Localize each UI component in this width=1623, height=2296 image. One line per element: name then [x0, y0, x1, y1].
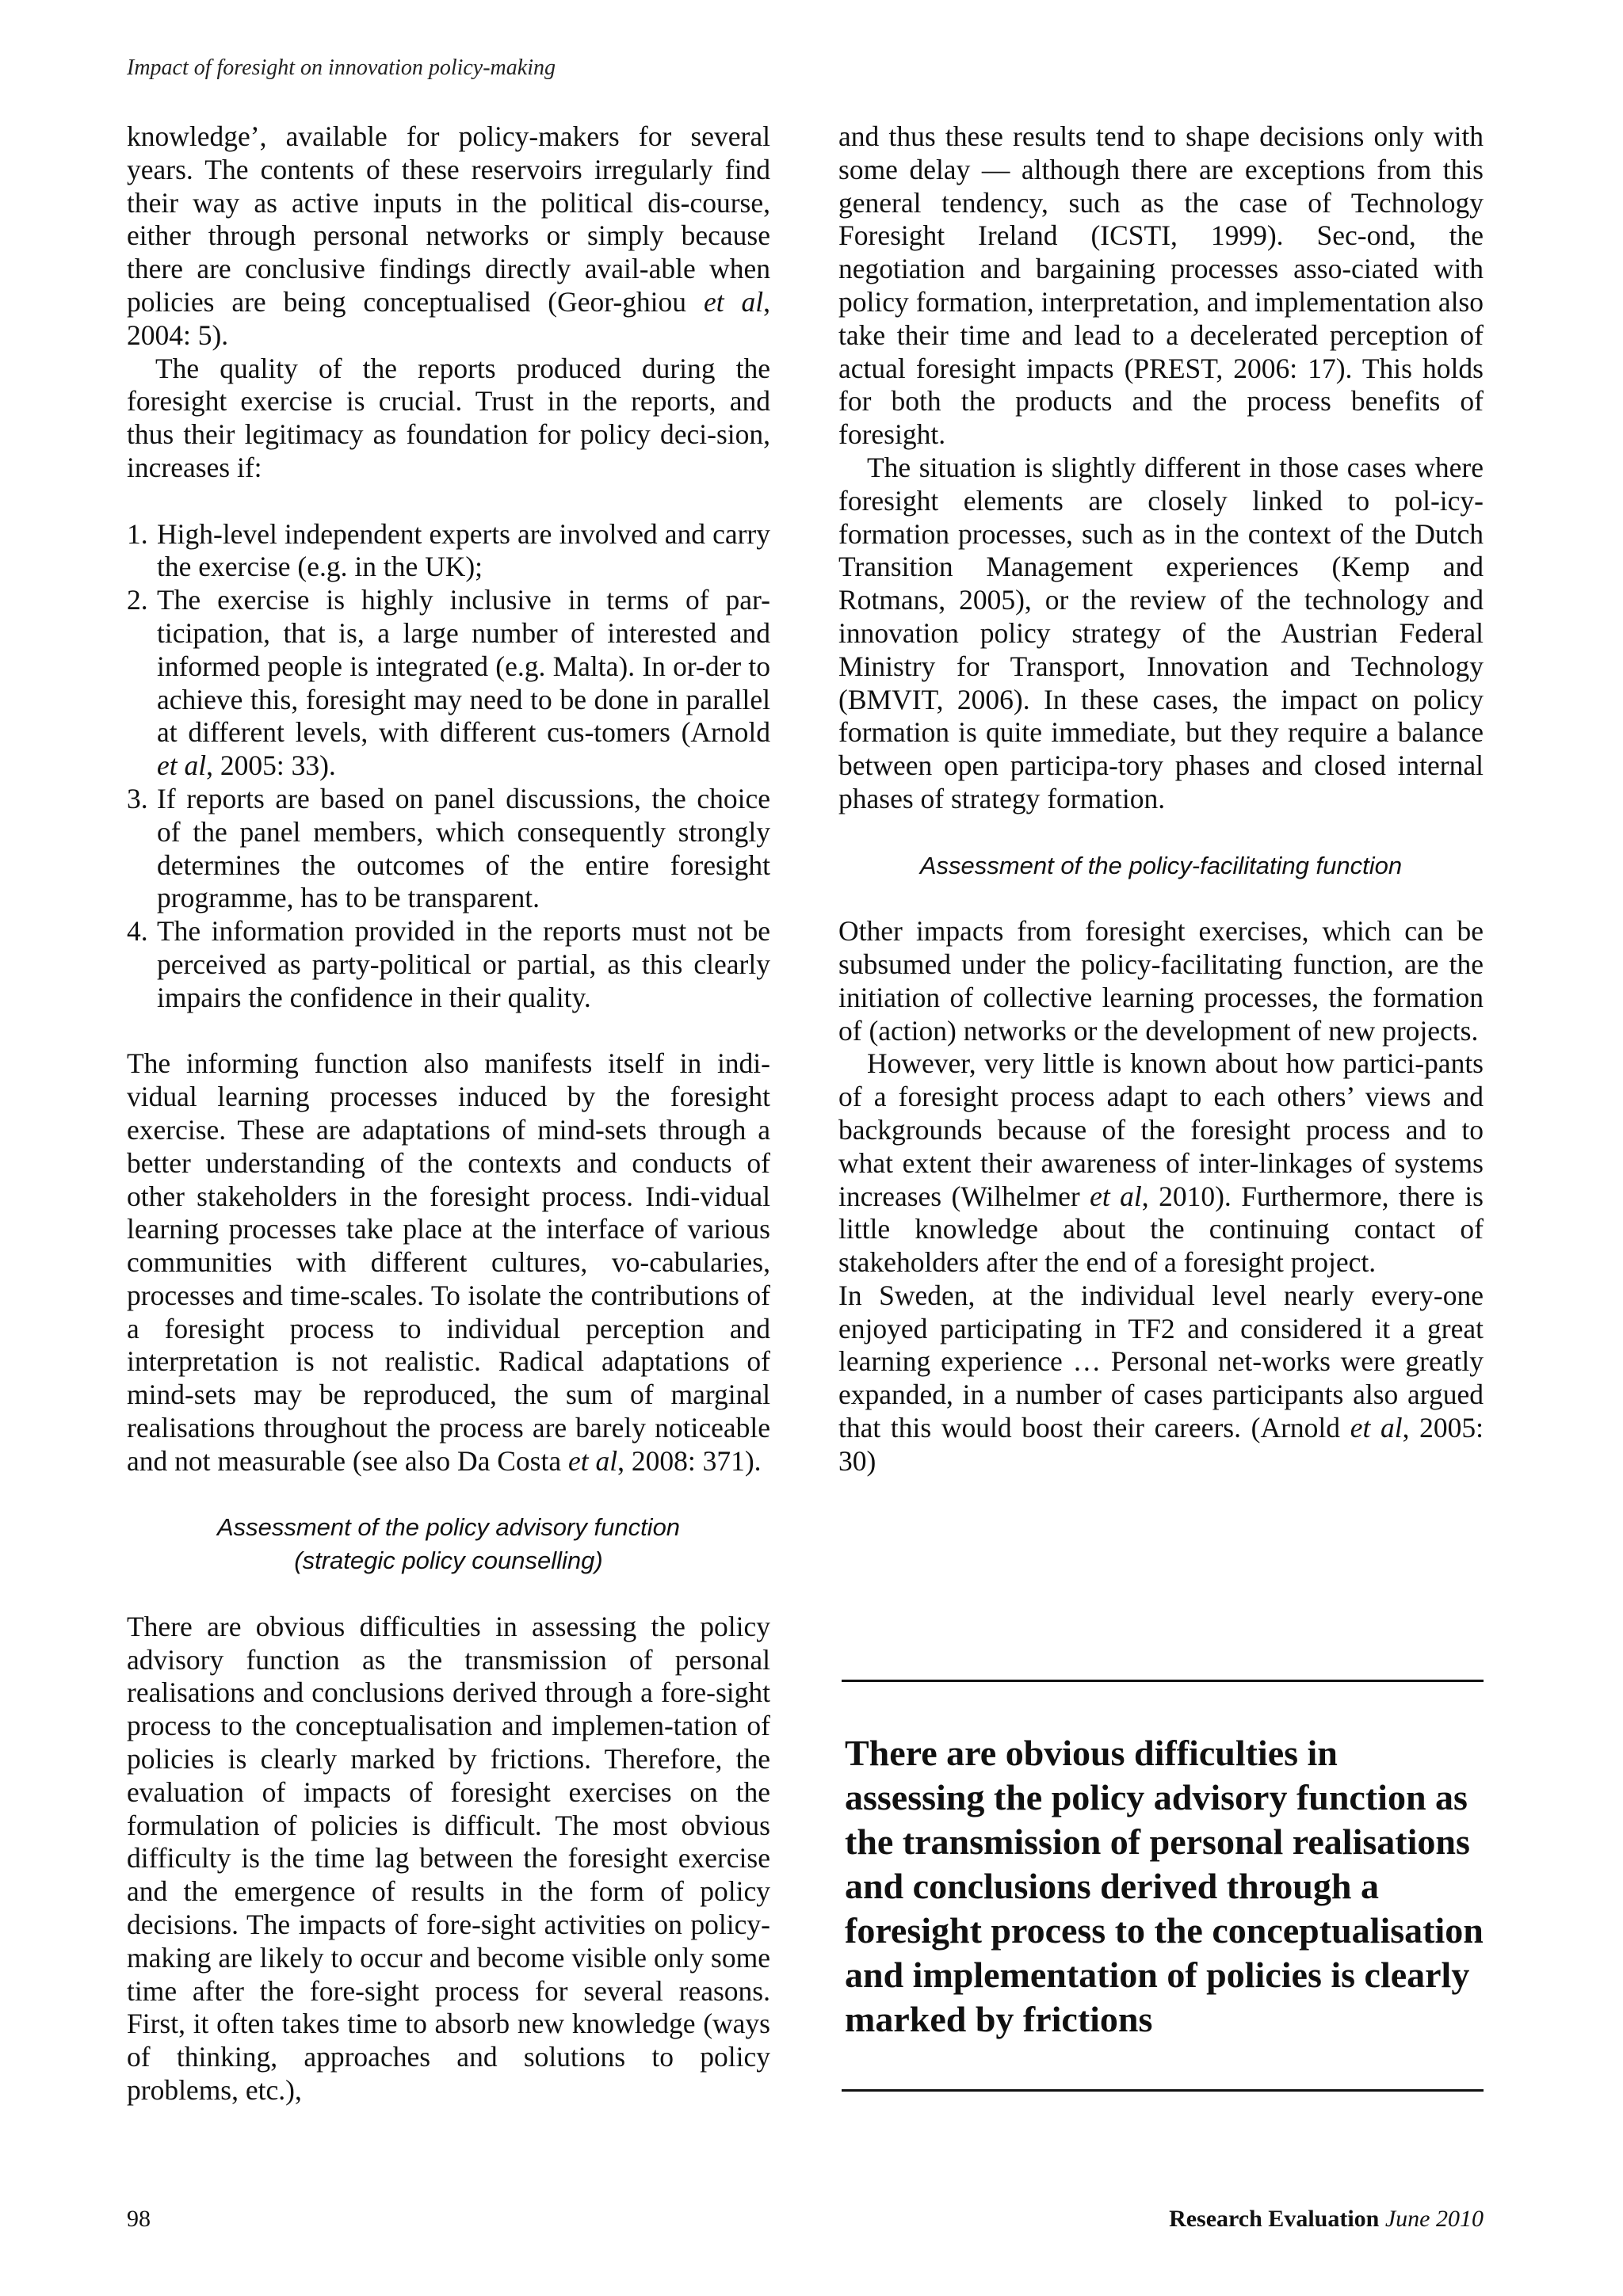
right-column	[838, 120, 1484, 1478]
paragraph: Other impacts from foresight exercises, which can be subsumed under the policy-facilitating function, are the initiation of collective learning processes, the formation of (action) networks or the development of new projects.	[838, 915, 1484, 1047]
list-item: 1. High-level independent experts are involved and carry the exercise (e.g. in the UK);	[127, 517, 770, 583]
left-column	[127, 120, 770, 2107]
pull-quote	[842, 1680, 1484, 2092]
section-subheading: Assessment of the policy advisory function (strategic policy counselling)	[216, 1513, 681, 1575]
paragraph: There are obvious difficulties in assessing the policy advisory function as the transmission of personal realisations and conclusions derived through a fore-sight process to the conceptualisation and implemen-tation of policies is clearly marked by frictions. Therefore, the evaluation of impacts of foresight exercises on the formulation of policies is difficult. The most obvious difficulty is the time lag between the foresight exercise and the emergence of results in the form of policy decisions. The impacts of fore-sight activities on policy-making are likely to occur and become visible only some time after the fore-sight process for several reasons. First, it often takes time to absorb new knowledge (ways of thinking, approaches and solutions to policy problems, etc.),	[127, 1610, 770, 2107]
paragraph: The situation is slightly different in those cases where foresight elements are closely linked to pol-icy-formation processes, such as in the context of the Dutch Transition Management experiences (Kemp and Rotmans, 2005), or the review of the technology and innovation policy strategy of the Austrian Federal Ministry for Transport, Innovation and Technology (BMVIT, 2006). In these cases, the impact on policy formation is quite immediate, but they require a balance between open participa-tory phases and closed internal phases of strategy formation.	[838, 451, 1484, 814]
list-item: 4. The information provided in the reports must not be perceived as party-political or partial, as this clearly impairs the confidence in their quality.	[127, 915, 770, 1013]
pull-quote-text: There are obvious difficulties in assessing the policy advisory function as the transmission of personal realisations and conclusions derived through a foresight process to the conceptualisation and implementation of policies is clearly marked by frictions	[845, 1733, 1484, 2039]
paragraph: However, very little is known about how partici-pants of a foresight process adapt to each others’ views and backgrounds because of the foresight process and to what extent their awareness of inter-linkages of systems increases (Wilhelmer et al, 2010). Furthermore, there is little knowledge about the continuing contact of stakeholders after the end of a foresight project.	[838, 1047, 1484, 1279]
block-quote: In Sweden, at the individual level nearly every-one enjoyed participating in TF2 and considered it a great learning experience … Personal net-works were greatly expanded, in a number of cases participants also argued that this would boost their careers. (Arnold et al, 2005: 30)	[838, 1279, 1484, 1477]
paragraph: The quality of the reports produced during the foresight exercise is crucial. Trust in the reports, and thus their legitimacy as foundation for policy deci-sion, increases if:	[127, 352, 770, 483]
running-head: Impact of foresight on innovation policy-making	[127, 55, 556, 80]
list-item: 2. The exercise is highly inclusive in terms of par-ticipation, that is, a large number of interested and informed people is integrated (e.g. Malta). In or-der to achieve this, foresight may need to be done in parallel at different levels, with different cus-tomers (Arnold et al, 2005: 33).	[127, 584, 770, 782]
paragraph: and thus these results tend to shape decisions only with some delay — although there are exceptions from this general tendency, such as the case of Technology Foresight Ireland (ICSTI, 1999). Sec-ond, the negotiation and bargaining processes asso-ciated with policy formation, interpretation, and implementation also take their time and lead to a decelerated perception of actual foresight impacts (PREST, 2006: 17). This holds for both the products and the process benefits of foresight.	[838, 120, 1484, 451]
issue-date: June 2010	[1384, 2206, 1484, 2232]
divider	[842, 1680, 1484, 1682]
page-number: 98	[127, 2206, 151, 2232]
journal-name: Research Evaluation	[1169, 2206, 1380, 2232]
list-item: 3. If reports are based on panel discussions, the choice of the panel members, which consequently strongly determines the outcomes of the entire foresight programme, has to be transparent.	[127, 782, 770, 914]
criteria-list	[127, 518, 770, 1015]
section-subheading: Assessment of the policy-facilitating function	[919, 851, 1403, 879]
paragraph: The informing function also manifests itself in indi-vidual learning processes induced by the foresight exercise. These are adaptations of mind-sets through a better understanding of the contexts and conducts of other stakeholders in the foresight process. Indi-vidual learning processes take place at the interface of various communities with different cultures, vo-cabularies, processes and time-scales. To isolate the contributions of a foresight process to individual perception and interpretation is not realistic. Radical adaptations of mind-sets may be reproduced, the sum of marginal realisations throughout the process are barely noticeable and not measurable (see also Da Costa et al, 2008: 371).	[127, 1047, 770, 1477]
journal-footer	[1169, 2206, 1484, 2233]
divider	[842, 2089, 1484, 2092]
paragraph: knowledge’, available for policy-makers for several years. The contents of these reservoirs irregularly find their way as active inputs in the political dis-course, either through personal networks or simply because there are conclusive findings directly avail-able when policies are being conceptualised (Geor-ghiou et al, 2004: 5).	[127, 120, 771, 351]
